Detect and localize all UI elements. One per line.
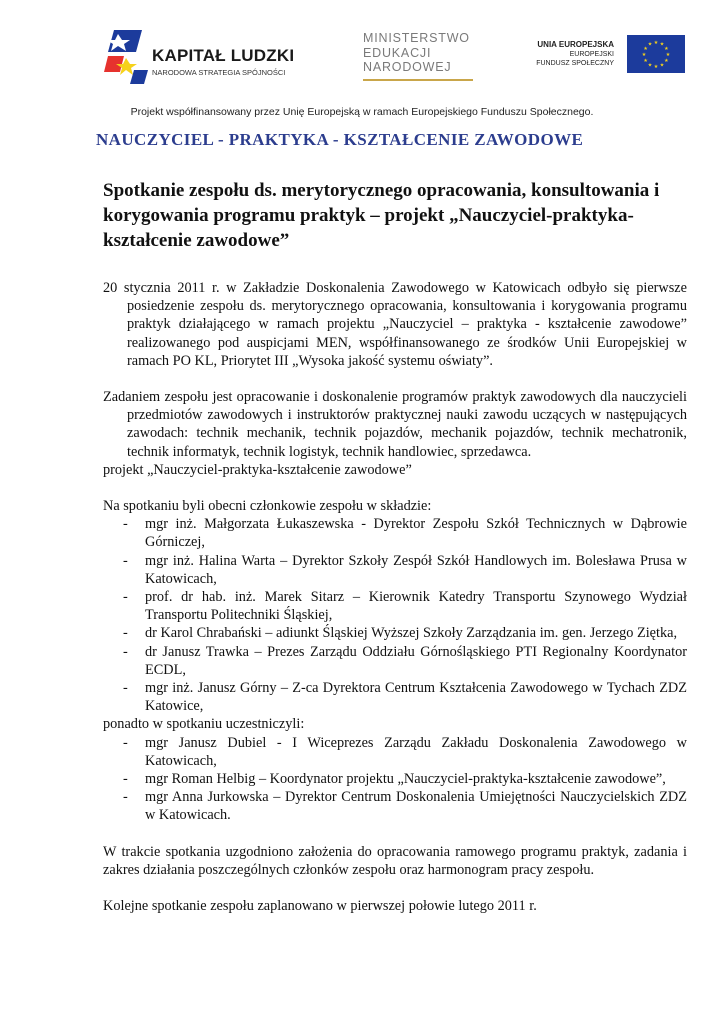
project-title-text: NAUCZYCIEL - PRAKTYKA - KSZTAŁCENIE ZAWODOWE [96,130,584,149]
document-heading: Spotkanie zespołu ds. merytorycznego opracowania, konsultowania i korygowania programu praktyk – projekt „Nauczyciel-praktyka-kształcenie zawodowe” [103,180,660,251]
list-item: - prof. dr hab. inż. Marek Sitarz – Kierownik Katedry Transportu Szynowego Wydział Transportu Politechniki Śląskiej, [103,588,687,624]
svg-text:★: ★ [653,40,659,46]
others-intro: ponadto w spotkaniu uczestniczyli: [103,716,305,733]
cofinancing-note: Projekt współfinansowany przez Unię Europejską w ramach Europejskiego Funduszu Społecznego. [130,106,594,118]
men-underline [363,79,473,81]
kapital-ludzki-subtitle: NARODOWA STRATEGIA SPÓJNOŚCI [152,68,286,77]
eu-line-3: FUNDUSZ SPOŁECZNY [536,60,614,67]
paragraph-project-name: projekt „Nauczyciel-praktyka-kształcenie zawodowe” [103,461,412,478]
list-item: - mgr inż. Janusz Górny – Z-ca Dyrektora Centrum Kształcenia Zawodowego w Tychach ZDZ Katowice, [103,679,687,715]
list-item: - mgr Janusz Dubiel - I Wiceprezes Zarządu Zakładu Doskonalenia Zawodowego w Katowicach, [103,734,687,770]
spacer [103,479,687,497]
svg-text:★: ★ [653,64,659,70]
men-line-1: MINISTERSTWO [363,31,470,45]
project-title [34,130,724,150]
eu-logo-text [536,39,614,68]
paragraph-meeting-date: 20 stycznia 2011 r. w Zakładzie Doskonalenia Zawodowego w Katowicach odbyło się pierwsze posiedzenie zespołu ds. merytorycznego opracowania, konsultowania i korygowania programu praktyk działającego w ramach projektu „Nauczyciel – praktyka - kształcenie zawodowe” realizowanego pod auspicjami MEN, współfinansowanego ze środków Unii Europejskiej w ramach PO KL, Priorytet III „Wysoka jakość systemu oświaty”. [103,280,687,369]
list-item: - mgr Roman Helbig – Koordynator projektu „Nauczyciel-praktyka-kształcenie zawodowe”, [103,770,687,788]
kapital-ludzki-emblem-icon [104,26,150,88]
document-body [103,178,687,915]
paragraph-team-task: Zadaniem zespołu jest opracowanie i doskonalenie programów praktyk zawodowych dla nauczycieli przedmiotów zawodowych i instruktorów praktycznej nauki zawodu uczących w następujących zawodach: technik mechanik, technik pojazdów, mechanik pojazdów, technik mechatronik, technik informatyk, technik logistyk, technik handlowiec, sprzedawca. [103,389,687,460]
svg-text:★: ★ [665,52,671,58]
list-item: - mgr Anna Jurkowska – Dyrektor Centrum Doskonalenia Umiejętności Nauczycielskich ZDZ w Katowicach. [103,788,687,824]
others-list [103,734,687,825]
svg-text:★: ★ [643,46,648,52]
svg-text:★: ★ [647,62,653,69]
list-item: - mgr inż. Małgorzata Łukaszewska - Dyrektor Zespołu Szkół Technicznych w Dąbrowie Górniczej, [103,515,687,551]
eu-title: UNIA EUROPEJSKA [537,40,614,49]
list-item: - dr Karol Chrabański – adiunkt Śląskiej Wyższej Szkoły Zarządzania im. gen. Jerzego Ziętka, [103,624,687,642]
eu-line-2: EUROPEJSKI [569,51,614,58]
paragraph-agreements: W trakcie spotkania uzgodniono założenia do opracowania ramowego programu praktyk, zadania i zakres działania poszczególnych członków zespołu oraz harmonogram pracy zespołu. [103,843,687,878]
kapital-ludzki-logo [104,26,304,90]
eu-flag-icon [627,35,685,73]
svg-text:★: ★ [664,46,669,52]
men-logo [363,31,483,87]
spacer [103,879,687,897]
list-item: - mgr inż. Halina Warta – Dyrektor Szkoły Zespół Szkół Handlowych im. Bolesława Prusa w Katowicach, [103,552,687,588]
svg-text:★: ★ [659,41,665,48]
members-intro: Na spotkaniu byli obecni członkowie zespołu w składzie: [103,498,432,515]
kapital-ludzki-title: KAPITAŁ LUDZKI [152,46,295,65]
svg-text:★: ★ [659,62,665,69]
svg-text:★: ★ [664,58,669,64]
spacer [103,825,687,843]
members-list [103,515,687,715]
svg-text:★: ★ [647,41,653,48]
svg-text:★: ★ [643,58,648,64]
paragraph-next-meeting: Kolejne spotkanie zespołu zaplanowano w pierwszej połowie lutego 2011 r. [103,898,537,915]
spacer [103,370,687,388]
svg-text:★: ★ [641,52,647,58]
list-item: - dr Janusz Trawka – Prezes Zarządu Oddziału Górnośląskiego PTI Regionalny Koordynator ECDL, [103,643,687,679]
men-line-2: EDUKACJI [363,45,432,60]
men-line-3: NARODOWEJ [363,60,452,74]
